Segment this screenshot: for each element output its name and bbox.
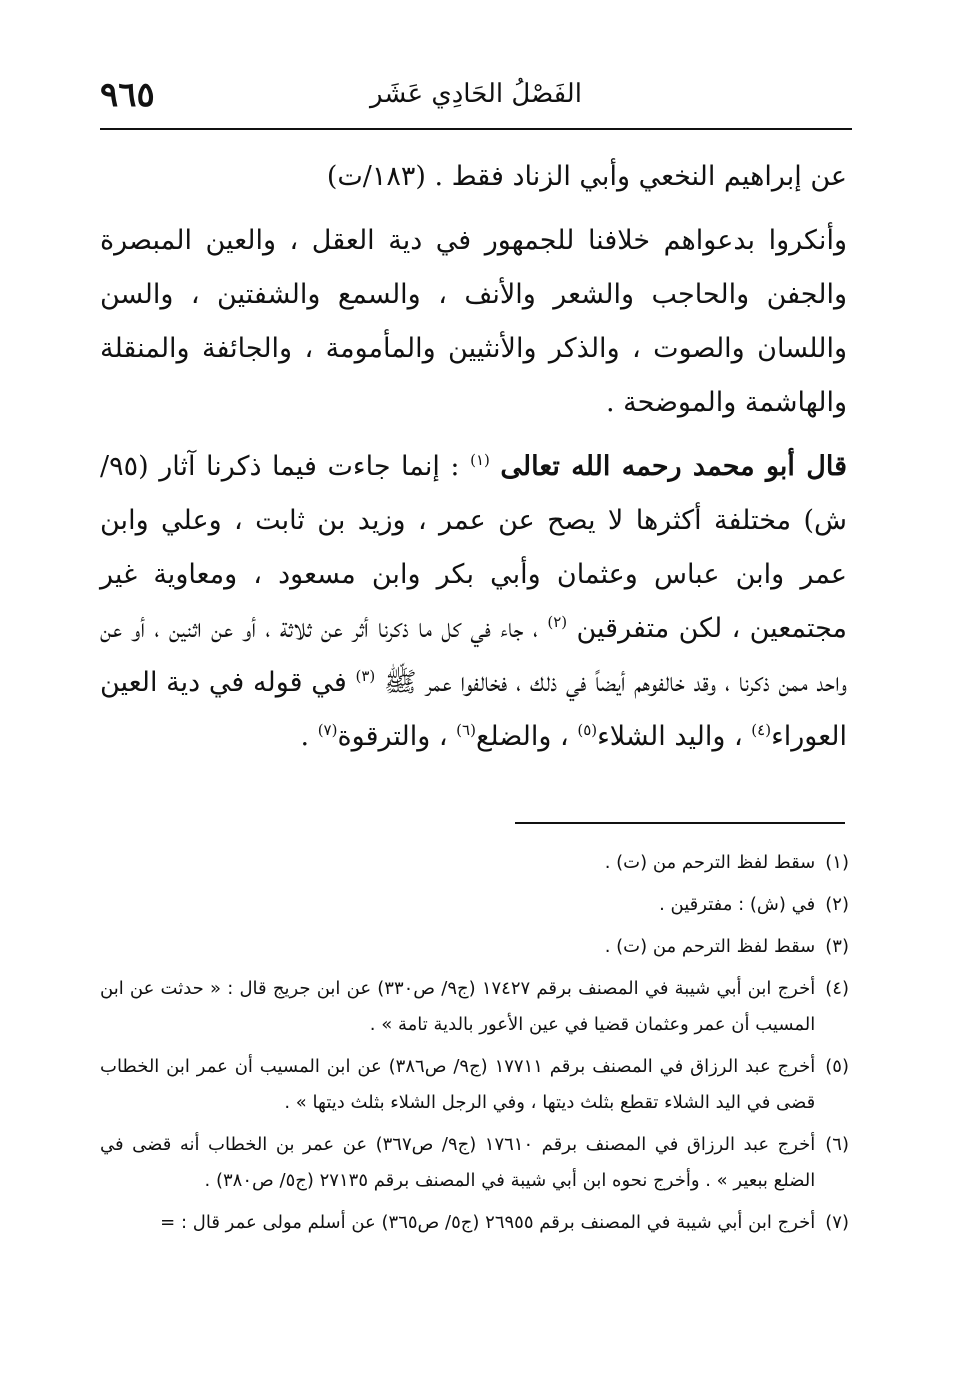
footnote-number: (٦) (825, 1134, 849, 1155)
footnote-ref-7[interactable]: (٧) (317, 721, 338, 739)
footnote-divider (515, 822, 845, 824)
footnote-text: أخرج عبد الرزاق في المصنف برقم ١٧٧١١ (ج٩/ ص٣٨٦) عن ابن المسيب أن عمر ابن الخطاب قضى في اليد الشلاء تقطع بثلث ديتها ، وفي الرجل الشلاء بثلث ديتها » . (100, 1056, 816, 1113)
footnote-6 (100, 1127, 849, 1199)
page-number: ٩٦٥ (100, 75, 155, 115)
footnote-ref-4[interactable]: (٤) (751, 721, 772, 739)
footnote-4 (100, 971, 849, 1043)
footnote-text: أخرج ابن أبي شيبة في المصنف برقم ٢٦٩٥٥ (ج٥/ ص٣٦٥) عن أسلم مولى عمر قال : = (160, 1212, 816, 1233)
footnote-ref-1[interactable]: (١) (470, 451, 490, 469)
footnote-text: في (ش) : مفترقين . (659, 894, 816, 915)
footnote-ref-6[interactable]: (٦) (456, 721, 476, 739)
footnote-ref-3[interactable]: (٣) (355, 667, 376, 685)
footnote-5 (100, 1049, 849, 1121)
page-header (100, 75, 852, 125)
chapter-title: الفَصْلُ الحَادِي عَشَر (370, 79, 582, 109)
paragraph-3-part-c: في قوله في دية العين العوراء (100, 667, 847, 752)
paragraph-3-part-b: ، جاء في كل ما ذكرنا أثر عن ثلاثة ، أو عن اثنين ، أو عن واحد ممن ذكرنا ، وقد خالفوهم أيضاً في ذلك ، فخالفوا عمر ﷺ (100, 613, 848, 698)
paragraph-3-part-a: : إنما جاءت فيما ذكرنا آثار (٩٥/ ش) مختلفة أكثرها لا يصح عن عمر ، وزيد بن ثابت ، وعلي وابن عمر وابن عباس وعثمان وأبي بكر وابن مسعود ، ومعاوية غير مجتمعين ، لكن متفرقين (100, 451, 847, 644)
footnote-text: سقط لفظ الترحم من (ت) . (604, 852, 816, 873)
footnote-ref-2[interactable]: (٢) (547, 613, 568, 631)
paragraph-3-part-e: ، والضلع (475, 721, 578, 752)
header-divider (100, 128, 852, 130)
footnote-text: سقط لفظ الترحم من (ت) . (604, 936, 816, 957)
footnote-3 (100, 929, 849, 965)
footnote-1 (100, 845, 849, 881)
footnotes (100, 845, 849, 1247)
footnote-number: (١) (825, 852, 849, 873)
paragraph-3-part-f: ، والترقوة (337, 721, 457, 752)
footnote-7 (100, 1205, 849, 1241)
footnote-number: (٥) (825, 1056, 849, 1077)
footnote-number: (٧) (825, 1212, 849, 1233)
paragraph-3-part-d: ، واليد الشلاء (597, 721, 752, 752)
footnote-text: أخرج ابن أبي شيبة في المصنف برقم ١٧٤٢٧ (ج٩/ ص٣٣٠) عن ابن جريج قال : « حدثت عن ابن المسيب أن عمر وعثمان قضيا في عين الأعور بالدية تامة » . (100, 978, 816, 1035)
paragraph-1: عن إبراهيم النخعي وأبي الزناد فقط . (١٨٣/ت) (326, 161, 847, 192)
footnote-2 (100, 887, 849, 923)
footnote-number: (٢) (825, 894, 849, 915)
footnote-number: (٤) (825, 978, 849, 999)
paragraph-3-lead: قال أبو محمد رحمه الله تعالى (500, 451, 848, 482)
footnote-text: أخرج عبد الرزاق في المصنف برقم ١٧٦١٠ (ج٩/ ص٣٦٧) عن عمر بن الخطاب أنه قضى في الضلع ببعير » . وأخرج نحوه ابن أبي شيبة في المصنف برقم ٢٧١٣٥ (ج٥/ ص٣٨٠) . (100, 1134, 816, 1191)
paragraph-2: وأنكروا بدعواهم خلافنا للجمهور في دية العقل ، والعين المبصرة والجفن والحاجب والشعر والأنف ، والسمع والشفتين ، والسن واللسان والصوت ، والذكر والأنثيين والمأمومة ، والجائفة والمنقلة والهاشمة والموضحة . (100, 225, 847, 418)
footnote-ref-5[interactable]: (٥) (577, 721, 598, 739)
main-text (100, 150, 847, 774)
paragraph-3-part-g: . (300, 721, 318, 752)
footnote-number: (٣) (825, 936, 849, 957)
paragraph-3 (100, 440, 847, 764)
